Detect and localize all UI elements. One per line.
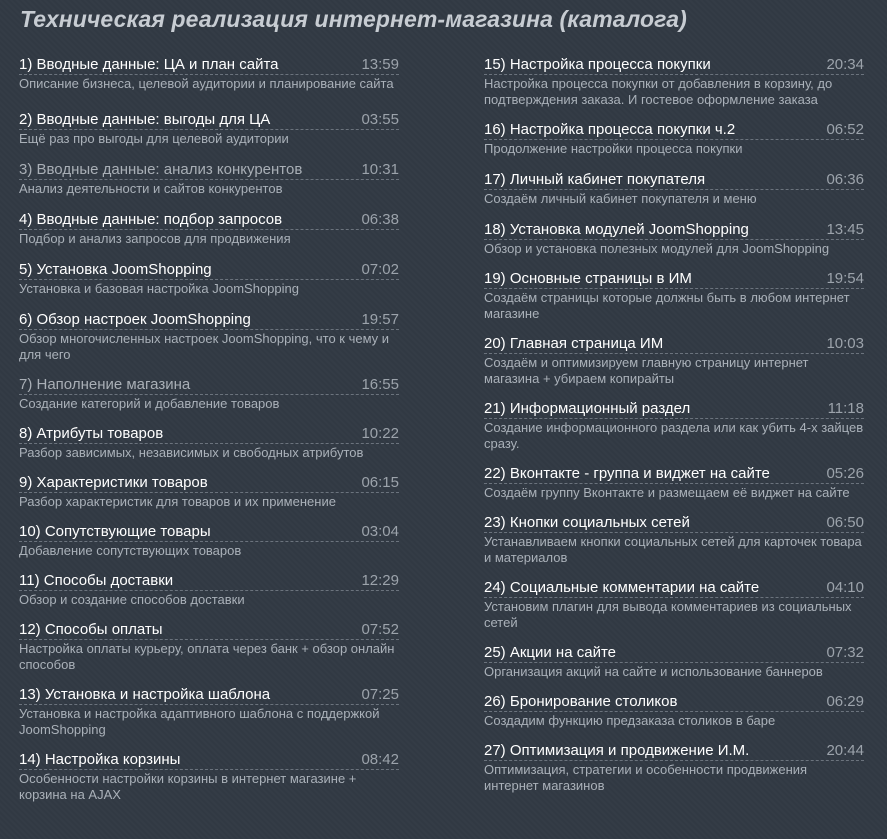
lesson-duration: 19:57 [361,311,399,328]
lesson-item [19,751,399,803]
lesson-item [19,686,399,738]
page-title: Техническая реализация интернет-магазина (каталога) [20,6,687,32]
lesson-link[interactable] [19,111,399,130]
lesson-title: 22) Вконтакте - группа и виджет на сайте [484,465,770,482]
lesson-list-right [484,56,864,794]
lesson-title: 27) Оптимизация и продвижение И.М. [484,742,750,759]
lesson-title: 3) Вводные данные: анализ конкурентов [19,161,303,178]
lesson-duration: 06:29 [826,693,864,710]
lesson-duration: 06:50 [826,514,864,531]
lesson-link[interactable] [19,56,399,75]
lesson-description: Описание бизнеса, целевой аудитории и планирование сайта [19,76,394,91]
lesson-item [484,644,864,680]
lesson-description: Обзор многочисленных настроек JoomShopping, что к чему и для чего [19,331,390,362]
lesson-title: 17) Личный кабинет покупателя [484,171,706,188]
lesson-description: Оптимизация, стратегии и особенности продвижения интернет магазинов [484,762,808,793]
lesson-duration: 03:04 [361,523,399,540]
lesson-description: Организация акций на сайте и использование баннеров [484,664,823,679]
lesson-description: Устанавливаем кнопки социальных сетей для карточек товара и материалов [484,534,862,565]
lesson-duration: 10:03 [826,335,864,352]
lesson-description: Ещё раз про выгоды для целевой аудитории [19,131,289,146]
lesson-title: 15) Настройка процесса покупки [484,56,711,73]
lesson-title: 18) Установка модулей JoomShopping [484,221,749,238]
lesson-description: Создадим функцию предзаказа столиков в баре [484,713,776,728]
lesson-item [484,579,864,631]
lesson-description: Установка и базовая настройка JoomShopping [19,281,299,296]
lesson-link[interactable] [484,335,864,354]
lesson-title: 14) Настройка корзины [19,751,181,768]
lesson-link[interactable] [484,171,864,190]
lesson-link[interactable] [484,121,864,140]
lesson-description: Настройка оплаты курьеру, оплата через банк + обзор онлайн способов [19,641,395,672]
lesson-description: Установка и настройка адаптивного шаблона с поддержкой JoomShopping [19,706,380,737]
lesson-description: Создаём личный кабинет покупателя и меню [484,191,757,206]
lesson-item [19,161,399,197]
lesson-description: Анализ деятельности и сайтов конкурентов [19,181,283,196]
lesson-title: 8) Атрибуты товаров [19,425,164,442]
lesson-item [484,171,864,207]
lesson-title: 4) Вводные данные: подбор запросов [19,211,283,228]
lesson-item [484,742,864,794]
lesson-title: 23) Кнопки социальных сетей [484,514,690,531]
lesson-title: 5) Установка JoomShopping [19,261,212,278]
lesson-title: 26) Бронирование столиков [484,693,678,710]
lesson-link[interactable] [484,644,864,663]
lesson-link[interactable] [484,465,864,484]
lesson-description: Создание информационного раздела или как убить 4-х зайцев сразу. [484,420,864,451]
lesson-link[interactable] [484,579,864,598]
lesson-duration: 10:31 [361,161,399,178]
lesson-item [484,121,864,157]
lesson-link[interactable] [19,621,399,640]
lesson-link[interactable] [19,523,399,542]
lesson-duration: 06:38 [361,211,399,228]
lesson-duration: 07:25 [361,686,399,703]
lesson-duration: 10:22 [361,425,399,442]
lesson-item [19,311,399,363]
lesson-duration: 07:02 [361,261,399,278]
lesson-item [19,376,399,412]
lesson-link[interactable] [19,376,399,395]
lesson-duration: 12:29 [361,572,399,589]
lesson-link[interactable] [484,270,864,289]
lesson-title: 13) Установка и настройка шаблона [19,686,271,703]
lesson-link[interactable] [19,161,399,180]
lesson-item [484,693,864,729]
lesson-description: Установим плагин для вывода комментариев из социальных сетей [484,599,852,630]
lesson-item [19,523,399,559]
lesson-item [19,56,399,92]
lesson-item [484,270,864,322]
lesson-description: Обзор и установка полезных модулей для JoomShopping [484,241,830,256]
lesson-duration: 20:44 [826,742,864,759]
lesson-title: 24) Социальные комментарии на сайте [484,579,760,596]
lesson-title: 1) Вводные данные: ЦА и план сайта [19,56,279,73]
lesson-duration: 20:34 [826,56,864,73]
lesson-title: 2) Вводные данные: выгоды для ЦА [19,111,271,128]
lesson-item [484,56,864,108]
lesson-item [19,621,399,673]
lesson-item [19,111,399,147]
lesson-duration: 07:52 [361,621,399,638]
lesson-description: Разбор характеристик для товаров и их применение [19,494,336,509]
lesson-link[interactable] [484,56,864,75]
lesson-duration: 13:45 [826,221,864,238]
lesson-link[interactable] [484,221,864,240]
lesson-description: Обзор и создание способов доставки [19,592,245,607]
lesson-description: Особенности настройки корзины в интернет магазине + корзина на AJAX [19,771,357,802]
lesson-duration: 06:15 [361,474,399,491]
lesson-duration: 08:42 [361,751,399,768]
lesson-description: Создаём и оптимизируем главную страницу интернет магазина + убираем копирайты [484,355,809,386]
lesson-title: 10) Сопутствующие товары [19,523,211,540]
lesson-link[interactable] [19,261,399,280]
lesson-link[interactable] [19,686,399,705]
lesson-description: Создаём страницы которые должны быть в любом интернет магазине [484,290,850,321]
lesson-link[interactable] [484,514,864,533]
lesson-description: Добавление сопутствующих товаров [19,543,242,558]
lesson-description: Настройка процесса покупки от добавления в корзину, до подтверждения заказа. И гостевое оформление заказа [484,76,833,107]
lesson-link[interactable] [19,474,399,493]
lesson-item [484,400,864,452]
lesson-title: 20) Главная страница ИМ [484,335,664,352]
lesson-link[interactable] [19,751,399,770]
lesson-item [19,474,399,510]
lesson-title: 16) Настройка процесса покупки ч.2 [484,121,736,138]
lesson-duration: 16:55 [361,376,399,393]
lesson-description: Разбор зависимых, независимых и свободных атрибутов [19,445,364,460]
lesson-title: 19) Основные страницы в ИМ [484,270,692,287]
lesson-duration: 11:18 [827,400,864,417]
lesson-item [19,261,399,297]
lesson-title: 21) Информационный раздел [484,400,691,417]
lesson-item [19,425,399,461]
lesson-description: Создание категорий и добавление товаров [19,396,280,411]
lesson-description: Подбор и анализ запросов для продвижения [19,231,291,246]
lesson-link[interactable] [19,572,399,591]
lesson-duration: 03:55 [361,111,399,128]
lesson-duration: 07:32 [826,644,864,661]
lesson-link[interactable] [484,400,864,419]
lesson-duration: 19:54 [826,270,864,287]
lesson-link[interactable] [19,311,399,330]
lesson-link[interactable] [484,693,864,712]
lesson-title: 12) Способы оплаты [19,621,163,638]
lesson-description: Создаём группу Вконтакте и размещаем её виджет на сайте [484,485,850,500]
lesson-title: 9) Характеристики товаров [19,474,208,491]
lesson-link[interactable] [19,425,399,444]
lesson-duration: 13:59 [361,56,399,73]
lesson-duration: 04:10 [826,579,864,596]
lesson-duration: 06:36 [826,171,864,188]
lesson-duration: 06:52 [826,121,864,138]
lesson-item [484,465,864,501]
lesson-title: 6) Обзор настроек JoomShopping [19,311,251,328]
lesson-link[interactable] [19,211,399,230]
lesson-list-left [19,56,399,803]
lesson-title: 25) Акции на сайте [484,644,616,661]
lesson-title: 7) Наполнение магазина [19,376,191,393]
lesson-description: Продолжение настройки процесса покупки [484,141,743,156]
lesson-item [484,514,864,566]
lesson-duration: 05:26 [826,465,864,482]
lesson-title: 11) Способы доставки [19,572,174,589]
lesson-item [19,572,399,608]
lesson-link[interactable] [484,742,864,761]
lesson-item [19,211,399,247]
lesson-item [484,335,864,387]
lesson-item [484,221,864,257]
